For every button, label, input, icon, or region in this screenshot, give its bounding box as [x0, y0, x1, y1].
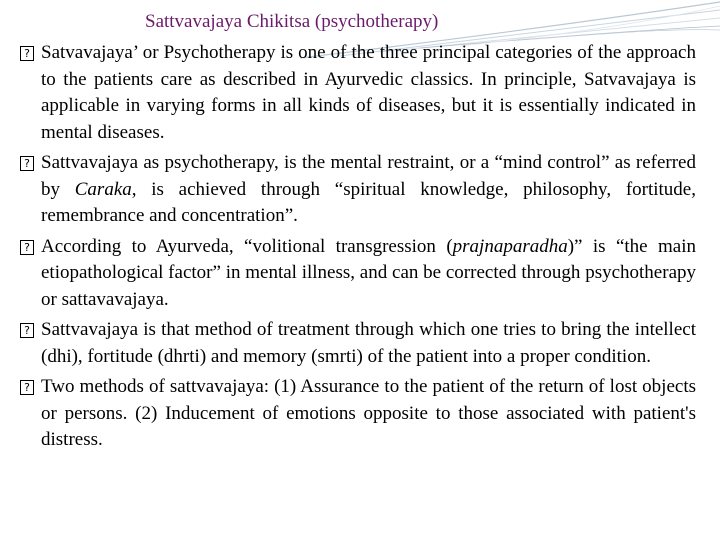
bullet-text-segment: Sattvavajaya as psychotherapy, is the mental restraint, or a “mind control” as referred by [41, 152, 696, 200]
bullet-marker-icon: ? [20, 240, 34, 255]
bullet-text: Two methods of sattvavajaya: (1) Assurance to the patient of the return of lost objects or persons. (2) Inducement of emotions opposite to those associated with patient's distress. [41, 376, 696, 450]
bullet-text-italic: Caraka [74, 178, 132, 200]
bullet-list [20, 40, 696, 458]
bullet-text-segment: )” is “the main etiopathological factor” in mental illness, and can be corrected through psychotherapy or sattavavajaya. [41, 235, 696, 310]
bullet-marker-icon: ? [20, 323, 34, 338]
bullet-item [20, 150, 696, 230]
bullet-text: Sattvavajaya is that method of treatment through which one tries to bring the intellect (dhi), fortitude (dhrti) and memory (smrti) of the patient into a proper condition. [41, 319, 696, 367]
bullet-text: Satvavajaya’ or Psychotherapy is one of the three principal categories of the approach to the patients care as described in Ayurvedic classics. In principle, Satvavajaya is applicable in varying forms in all kinds of diseases, but it is essentially indicated in mental diseases. [41, 42, 696, 143]
bullet-text-segment: , is achieved through “spiritual knowledge, philosophy, fortitude, remembrance and concentration”. [41, 178, 696, 226]
bullet-item [20, 40, 696, 146]
bullet-text [41, 152, 696, 226]
bullet-item [20, 234, 696, 314]
bullet-text [41, 236, 696, 310]
bullet-item [20, 374, 696, 454]
slide-title: Sattvavajaya Chikitsa (psychotherapy) [145, 11, 439, 32]
bullet-marker-icon: ? [20, 156, 34, 171]
bullet-item [20, 317, 696, 370]
bullet-text-segment: According to Ayurveda, “volitional transgression ( [41, 235, 453, 257]
bullet-marker-icon: ? [20, 380, 34, 395]
bullet-text-italic: prajnaparadha [452, 235, 568, 257]
bullet-marker-icon: ? [20, 46, 34, 61]
